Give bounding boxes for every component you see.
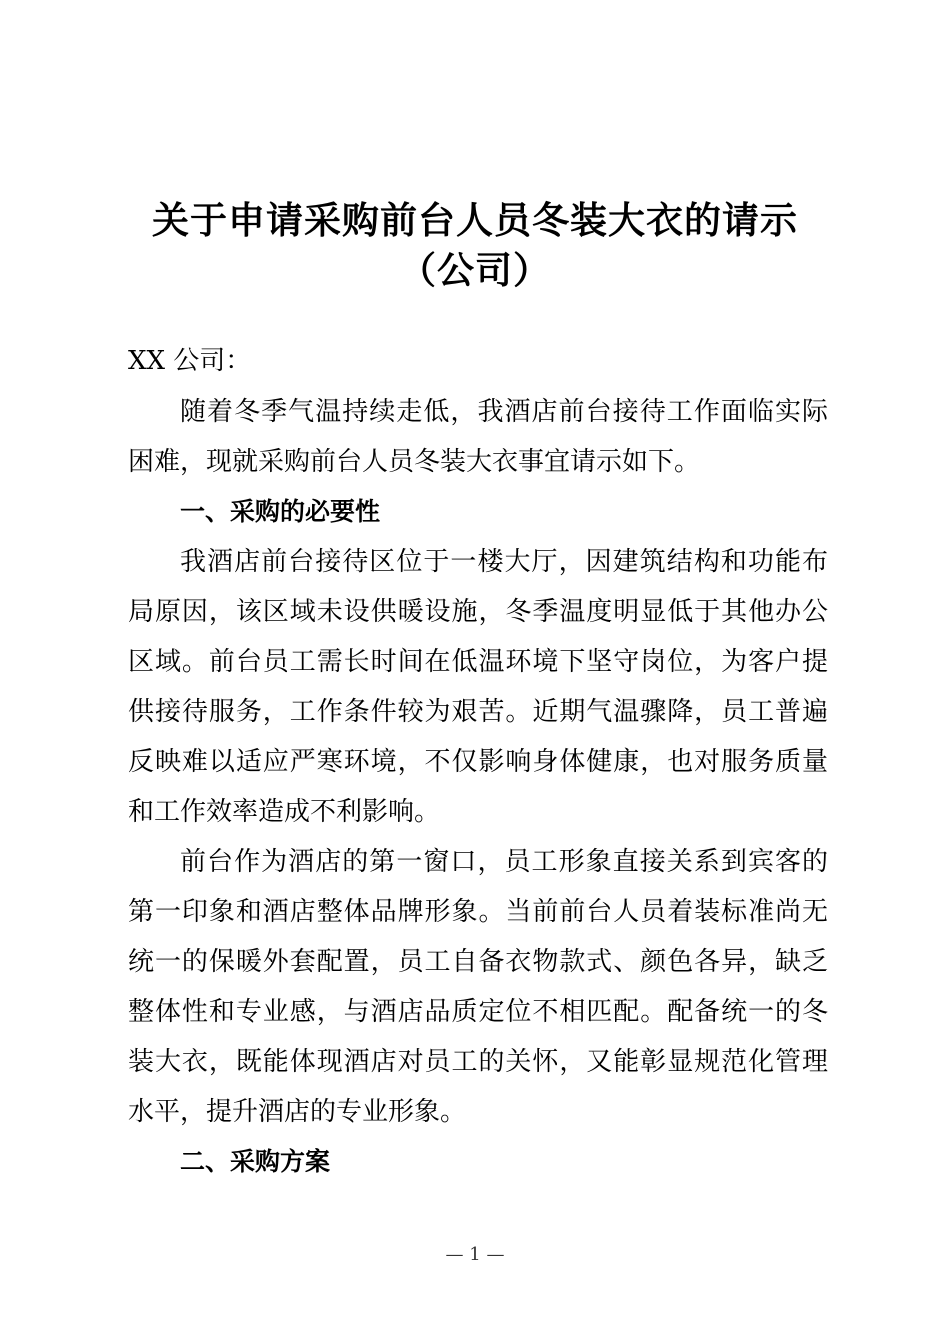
intro-paragraph: 随着冬季气温持续走低，我酒店前台接待工作面临实际困难，现就采购前台人员冬装大衣事宜请示如下。 bbox=[128, 397, 828, 477]
section-heading-necessity: 一、采购的必要性 bbox=[180, 497, 381, 526]
document-subtitle: （公司） bbox=[399, 249, 551, 292]
necessity-paragraph-2: 前台作为酒店的第一窗口，员工形象直接关系到宾客的第一印象和酒店整体品牌形象。当前前台人员着装标准尚无统一的保暖外套配置，员工自备衣物款式、颜色各异，缺乏整体性和专业感，与酒店品质定位不相匹配。配备统一的冬装大衣，既能体现酒店对员工的关怀，又能彰显规范化管理水平，提升酒店的专业形象。 bbox=[128, 847, 828, 1127]
section-heading-plan: 二、采购方案 bbox=[180, 1147, 331, 1176]
salutation: XX 公司： bbox=[128, 346, 252, 376]
document-body bbox=[128, 387, 828, 1187]
page-number: — 1 — bbox=[445, 1244, 505, 1265]
document-title: 关于申请采购前台人员冬装大衣的请示 bbox=[152, 199, 798, 242]
necessity-paragraph-1: 我酒店前台接待区位于一楼大厅，因建筑结构和功能布局原因，该区域未设供暖设施，冬季温度明显低于其他办公区域。前台员工需长时间在低温环境下坚守岗位，为客户提供接待服务，工作条件较为艰苦。近期气温骤降，员工普遍反映难以适应严寒环境，不仅影响身体健康，也对服务质量和工作效率造成不利影响。 bbox=[128, 547, 828, 827]
